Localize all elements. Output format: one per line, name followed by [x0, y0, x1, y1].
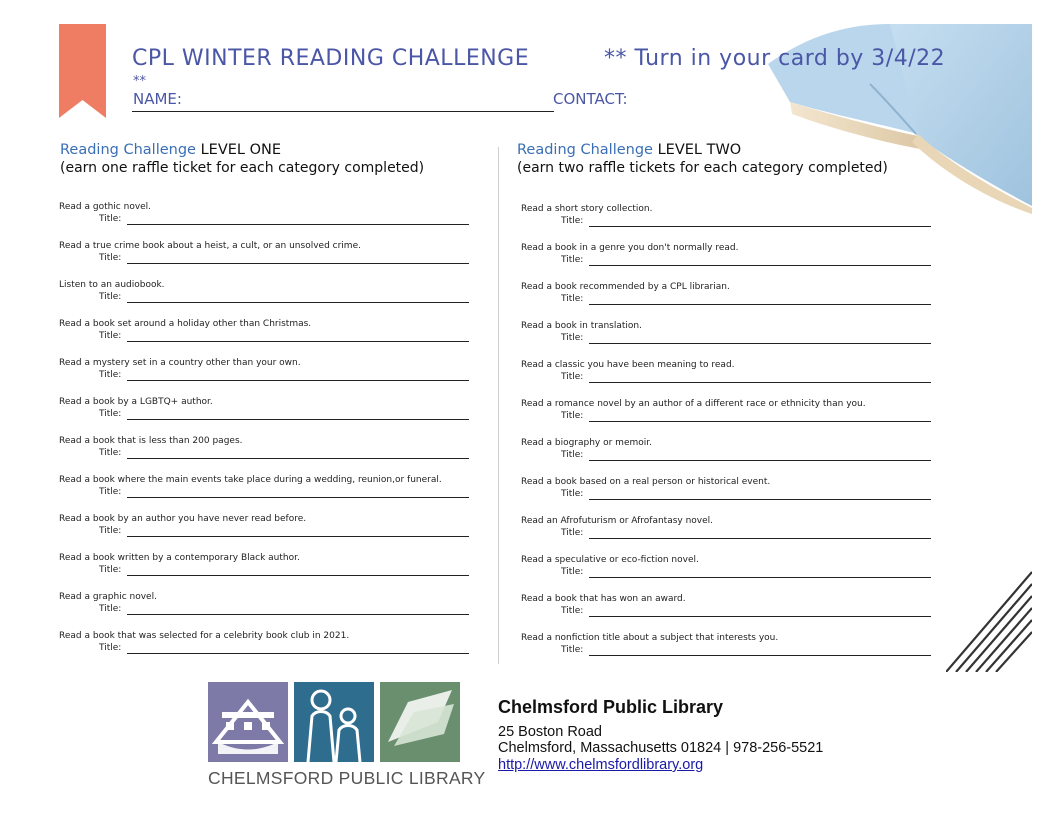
challenge-task: Read a book that has won an award. [521, 594, 686, 604]
challenge-item [521, 516, 941, 554]
challenge-task: Read a book by an author you have never read before. [59, 514, 307, 524]
challenge-item [59, 436, 479, 474]
challenge-item [59, 553, 479, 591]
challenge-item [521, 282, 941, 320]
title-entry-line[interactable] [127, 536, 469, 537]
title-label: Title: [561, 645, 584, 655]
level-one-prefix: Reading Challenge [60, 142, 196, 158]
challenge-task: Read a book based on a real person or historical event. [521, 477, 771, 487]
challenge-item [521, 477, 941, 515]
title-entry-line[interactable] [127, 224, 469, 225]
diagonal-stripes-icon [946, 570, 1032, 672]
title-label: Title: [99, 604, 122, 614]
title-label: Title: [99, 370, 122, 380]
challenge-task: Read a biography or memoir. [521, 438, 652, 448]
library-city-phone: Chelmsford, Massachusetts 01824 | 978-256-5521 [498, 740, 824, 756]
level-one-label: LEVEL ONE [200, 142, 282, 158]
challenge-task: Read a book set around a holiday other than Christmas. [59, 319, 312, 329]
bookmark-ribbon-icon [59, 24, 106, 118]
title-entry-line[interactable] [127, 380, 469, 381]
challenge-item [59, 631, 479, 669]
challenge-item [521, 438, 941, 476]
challenge-item [59, 202, 479, 240]
title-entry-line[interactable] [127, 458, 469, 459]
title-entry-line[interactable] [589, 655, 931, 656]
challenge-task: Read a book in translation. [521, 321, 642, 331]
title-entry-line[interactable] [127, 341, 469, 342]
title-entry-line[interactable] [589, 460, 931, 461]
library-website-link[interactable]: http://www.chelmsfordlibrary.org [498, 757, 704, 773]
column-divider [498, 147, 499, 664]
title-label: Title: [99, 292, 122, 302]
turn-in-deadline: ** Turn in your card by 3/4/22 [604, 46, 946, 71]
challenge-item [59, 592, 479, 630]
challenge-task: Read a romance novel by an author of a different race or ethnicity than you. [521, 399, 866, 409]
title-entry-line[interactable] [589, 616, 931, 617]
title-label: Title: [99, 409, 122, 419]
title-label: Title: [561, 216, 584, 226]
title-label: Title: [561, 567, 584, 577]
challenge-item [59, 358, 479, 396]
title-label: Title: [99, 526, 122, 536]
challenge-item [521, 321, 941, 359]
challenge-item [59, 514, 479, 552]
title-label: Title: [561, 333, 584, 343]
challenge-task: Read a gothic novel. [59, 202, 152, 212]
challenge-task: Read a mystery set in a country other than your own. [59, 358, 301, 368]
level-two-label: LEVEL TWO [657, 142, 742, 158]
challenge-task: Read a speculative or eco-fiction novel. [521, 555, 699, 565]
challenge-task: Read a book where the main events take place during a wedding, reunion,or funeral. [59, 475, 442, 485]
library-name: Chelmsford Public Library [498, 697, 724, 717]
library-address: 25 Boston Road [498, 724, 602, 740]
challenge-item [521, 243, 941, 281]
challenge-item [521, 360, 941, 398]
challenge-task: Read a book in a genre you don't normally read. [521, 243, 739, 253]
title-label: Title: [561, 450, 584, 460]
title-entry-line[interactable] [127, 575, 469, 576]
challenge-task: Read a book written by a contemporary Black author. [59, 553, 300, 563]
title-label: Title: [99, 643, 122, 653]
title-entry-line[interactable] [589, 538, 931, 539]
title-entry-line[interactable] [127, 419, 469, 420]
title-label: Title: [561, 294, 584, 304]
challenge-task: Read a graphic novel. [59, 592, 157, 602]
challenge-task: Listen to an audiobook. [59, 280, 165, 290]
title-entry-line[interactable] [589, 421, 931, 422]
challenge-item [521, 633, 941, 671]
level-one-heading [60, 142, 281, 158]
title-entry-line[interactable] [589, 226, 931, 227]
challenge-item [59, 319, 479, 357]
title-entry-line[interactable] [589, 499, 931, 500]
challenge-item [59, 280, 479, 318]
challenge-item [521, 204, 941, 242]
footnote-stars: ** [133, 74, 146, 89]
level-one-subtitle: (earn one raffle ticket for each category completed) [60, 160, 425, 176]
challenge-item [59, 475, 479, 513]
title-label: Title: [99, 214, 122, 224]
title-label: Title: [561, 528, 584, 538]
title-entry-line[interactable] [589, 265, 931, 266]
title-entry-line[interactable] [589, 382, 931, 383]
challenge-task: Read a nonfiction title about a subject that interests you. [521, 633, 779, 643]
title-label: Title: [561, 489, 584, 499]
level-two-prefix: Reading Challenge [517, 142, 653, 158]
title-entry-line[interactable] [127, 263, 469, 264]
title-entry-line[interactable] [127, 614, 469, 615]
challenge-task: Read a book recommended by a CPL librarian. [521, 282, 730, 292]
title-label: Title: [99, 253, 122, 263]
page-title: CPL WINTER READING CHALLENGE [132, 46, 530, 71]
title-label: Title: [561, 606, 584, 616]
challenge-item [59, 397, 479, 435]
challenge-item [521, 555, 941, 593]
challenge-item [59, 241, 479, 279]
challenge-item [521, 399, 941, 437]
challenge-task: Read an Afrofuturism or Afrofantasy novel. [521, 516, 714, 526]
title-label: Title: [99, 448, 122, 458]
title-entry-line[interactable] [589, 304, 931, 305]
title-entry-line[interactable] [127, 653, 469, 654]
title-label: Title: [561, 255, 584, 265]
name-label: NAME: [133, 90, 182, 108]
challenge-task: Read a true crime book about a heist, a cult, or an unsolved crime. [59, 241, 361, 251]
challenge-task: Read a classic you have been meaning to read. [521, 360, 735, 370]
title-label: Title: [561, 372, 584, 382]
challenge-item [521, 594, 941, 632]
library-logo-icon [208, 682, 460, 762]
logo-wordmark: CHELMSFORD PUBLIC LIBRARY [208, 768, 486, 788]
challenge-task: Read a book by a LGBTQ+ author. [59, 397, 213, 407]
title-label: Title: [99, 487, 122, 497]
title-entry-line[interactable] [589, 343, 931, 344]
challenge-task: Read a short story collection. [521, 204, 653, 214]
title-label: Title: [99, 565, 122, 575]
title-entry-line[interactable] [127, 497, 469, 498]
level-two-subtitle: (earn two raffle tickets for each category completed) [517, 160, 888, 176]
title-entry-line[interactable] [589, 577, 931, 578]
title-label: Title: [561, 411, 584, 421]
name-field[interactable] [132, 111, 554, 112]
library-logo [208, 682, 486, 788]
challenge-task: Read a book that is less than 200 pages. [59, 436, 243, 446]
contact-label: CONTACT: [553, 90, 628, 108]
challenge-task: Read a book that was selected for a celebrity book club in 2021. [59, 631, 350, 641]
title-entry-line[interactable] [127, 302, 469, 303]
title-label: Title: [99, 331, 122, 341]
level-two-heading [517, 142, 741, 158]
